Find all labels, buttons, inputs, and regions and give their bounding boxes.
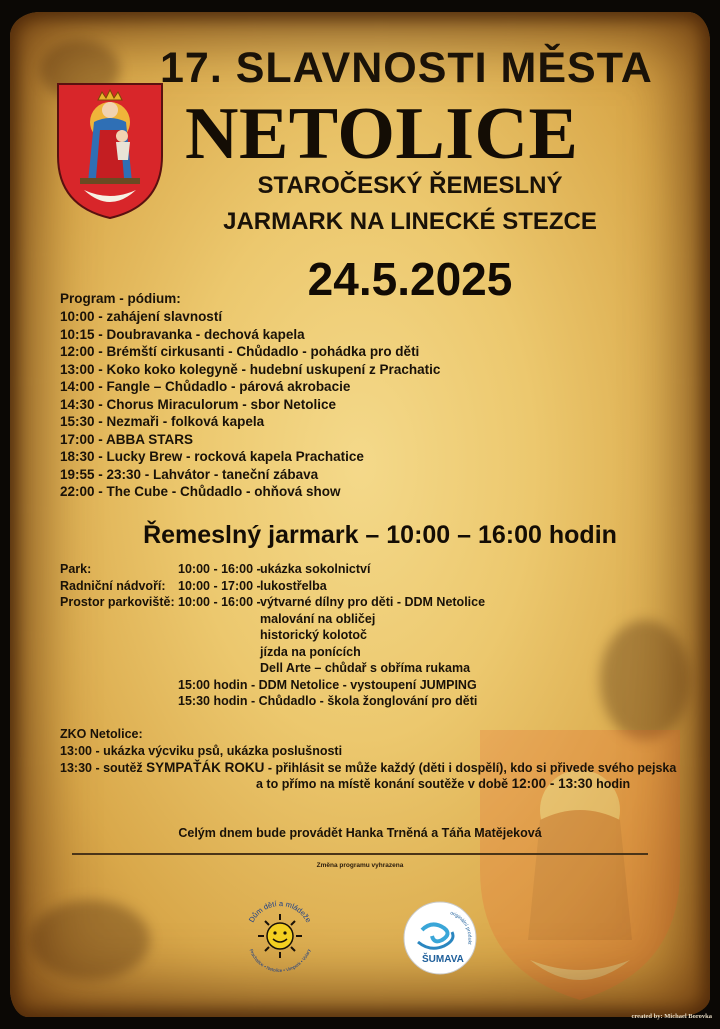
- program-item: 14:00 - Fangle – Chůdadlo - párová akrobacie: [60, 379, 351, 394]
- craft-market-title: Řemeslný jarmark – 10:00 – 16:00 hodin: [143, 521, 617, 549]
- logo-text-main: ŠUMAVA: [422, 954, 464, 965]
- netolice-coat-of-arms-icon: [54, 78, 166, 220]
- disclaimer-note: Změna programu vyhrazena: [316, 862, 404, 869]
- zko-line: 13:00 - ukázka výcviku psů, ukázka poslušnosti: [60, 744, 343, 758]
- program-item: 10:15 - Doubravanka - dechová kapela: [60, 326, 305, 342]
- activity: výtvarné dílny pro děti - DDM Netolice: [260, 595, 486, 609]
- activity: jízda na ponících: [260, 644, 361, 659]
- program-title: Program - pódium:: [60, 291, 181, 306]
- program-item: 13:00 - Koko koko kolegyně - hudební uskupení z Prachatic: [60, 361, 441, 377]
- time-range: 10:00 - 16:00 -: [178, 562, 261, 576]
- zko-line: [60, 776, 676, 793]
- extra-activity: [178, 677, 477, 694]
- logo-text-top: Dům dětí a mládeže: [246, 898, 314, 924]
- time-range: 15:30 hodin: [178, 694, 248, 708]
- time-range: 10:00 - 17:00 -: [178, 578, 261, 593]
- logo-text-sub: originální produkt: [449, 910, 473, 946]
- zko-text: a to přímo na místě konání soutěže v době: [256, 777, 512, 791]
- credit-text: created by: Michael Borovka: [631, 1013, 712, 1020]
- location-label: Park:: [60, 562, 92, 576]
- zko-title: ZKO Netolice:: [60, 727, 143, 741]
- activity: - DDM Netolice - vystoupení JUMPING: [247, 677, 477, 692]
- zko-line: [60, 760, 676, 777]
- program-item: 10:00 - zahájení slavností: [60, 309, 223, 324]
- subtitle-line-1: STAROČESKÝ ŘEMESLNÝ: [257, 172, 563, 199]
- program-list: [60, 308, 440, 501]
- program-item: 22:00 - The Cube - Chůdadlo - ohňová show: [60, 484, 341, 499]
- activity: lukostřelba: [260, 578, 327, 593]
- extra-activity: [178, 693, 477, 710]
- headline-festival: 17. SLAVNOSTI MĚSTA: [160, 44, 653, 92]
- divider: [72, 853, 648, 855]
- zko-text: - přihlásit se může každý (děti i dospělí), kdo si přivede svého pejska: [264, 760, 677, 775]
- activity: Dell Arte – chůdař s obříma rukama: [260, 661, 471, 675]
- activity: - Chůdadlo - škola žonglování pro děti: [247, 694, 478, 708]
- stain: [30, 900, 150, 980]
- location-label: Radniční nádvoří:: [60, 578, 166, 593]
- logo-text-bottom: Prachatice • Netolice • Vimperk • Volary: [248, 948, 312, 974]
- ddm-sun-logo-icon: [240, 896, 320, 976]
- moderators-text: Celým dnem bude provádět Hanka Trněná a Táňa Matějeková: [178, 826, 542, 840]
- zko-time: 13:30 - soutěž: [60, 760, 147, 775]
- headline-town: NETOLICE: [185, 93, 579, 175]
- time-range: 15:00 hodin: [178, 677, 248, 692]
- subtitle-line-2: JARMARK NA LINECKÉ STEZCE: [223, 208, 597, 235]
- contest-name: SYMPAŤÁK ROKU: [146, 759, 265, 775]
- program-item: 17:00 - ABBA STARS: [60, 431, 194, 447]
- program-item: 12:00 - Brémští cirkusanti - Chůdadlo - pohádka pro děti: [60, 344, 420, 359]
- program-item: 14:30 - Chorus Miraculorum - sbor Netolice: [60, 396, 337, 412]
- time-range: 10:00 - 16:00 -: [178, 595, 261, 609]
- program-item: 19:55 - 23:30 - Lahvátor - taneční zábava: [60, 466, 319, 482]
- contest-time: 12:00 - 13:30: [511, 776, 593, 791]
- program-item: 15:30 - Nezmaři - folková kapela: [60, 414, 265, 429]
- program-item: 18:30 - Lucky Brew - rocková kapela Prachatice: [60, 449, 364, 464]
- location-label: Prostor parkoviště:: [60, 595, 175, 609]
- activity: malování na obličej: [260, 611, 376, 626]
- svg-text:Dům dětí a mládeže: [247, 899, 313, 924]
- activity: ukázka sokolnictví: [260, 562, 371, 576]
- zko-section: [60, 743, 676, 793]
- sumava-spiral-logo-icon: [402, 900, 478, 976]
- event-date: 24.5.2025: [307, 253, 513, 305]
- activity: historický kolotoč: [260, 628, 367, 642]
- svg-text:Prachatice • Netolice • Vimper: [249, 948, 312, 973]
- zko-text: hodin: [592, 777, 631, 791]
